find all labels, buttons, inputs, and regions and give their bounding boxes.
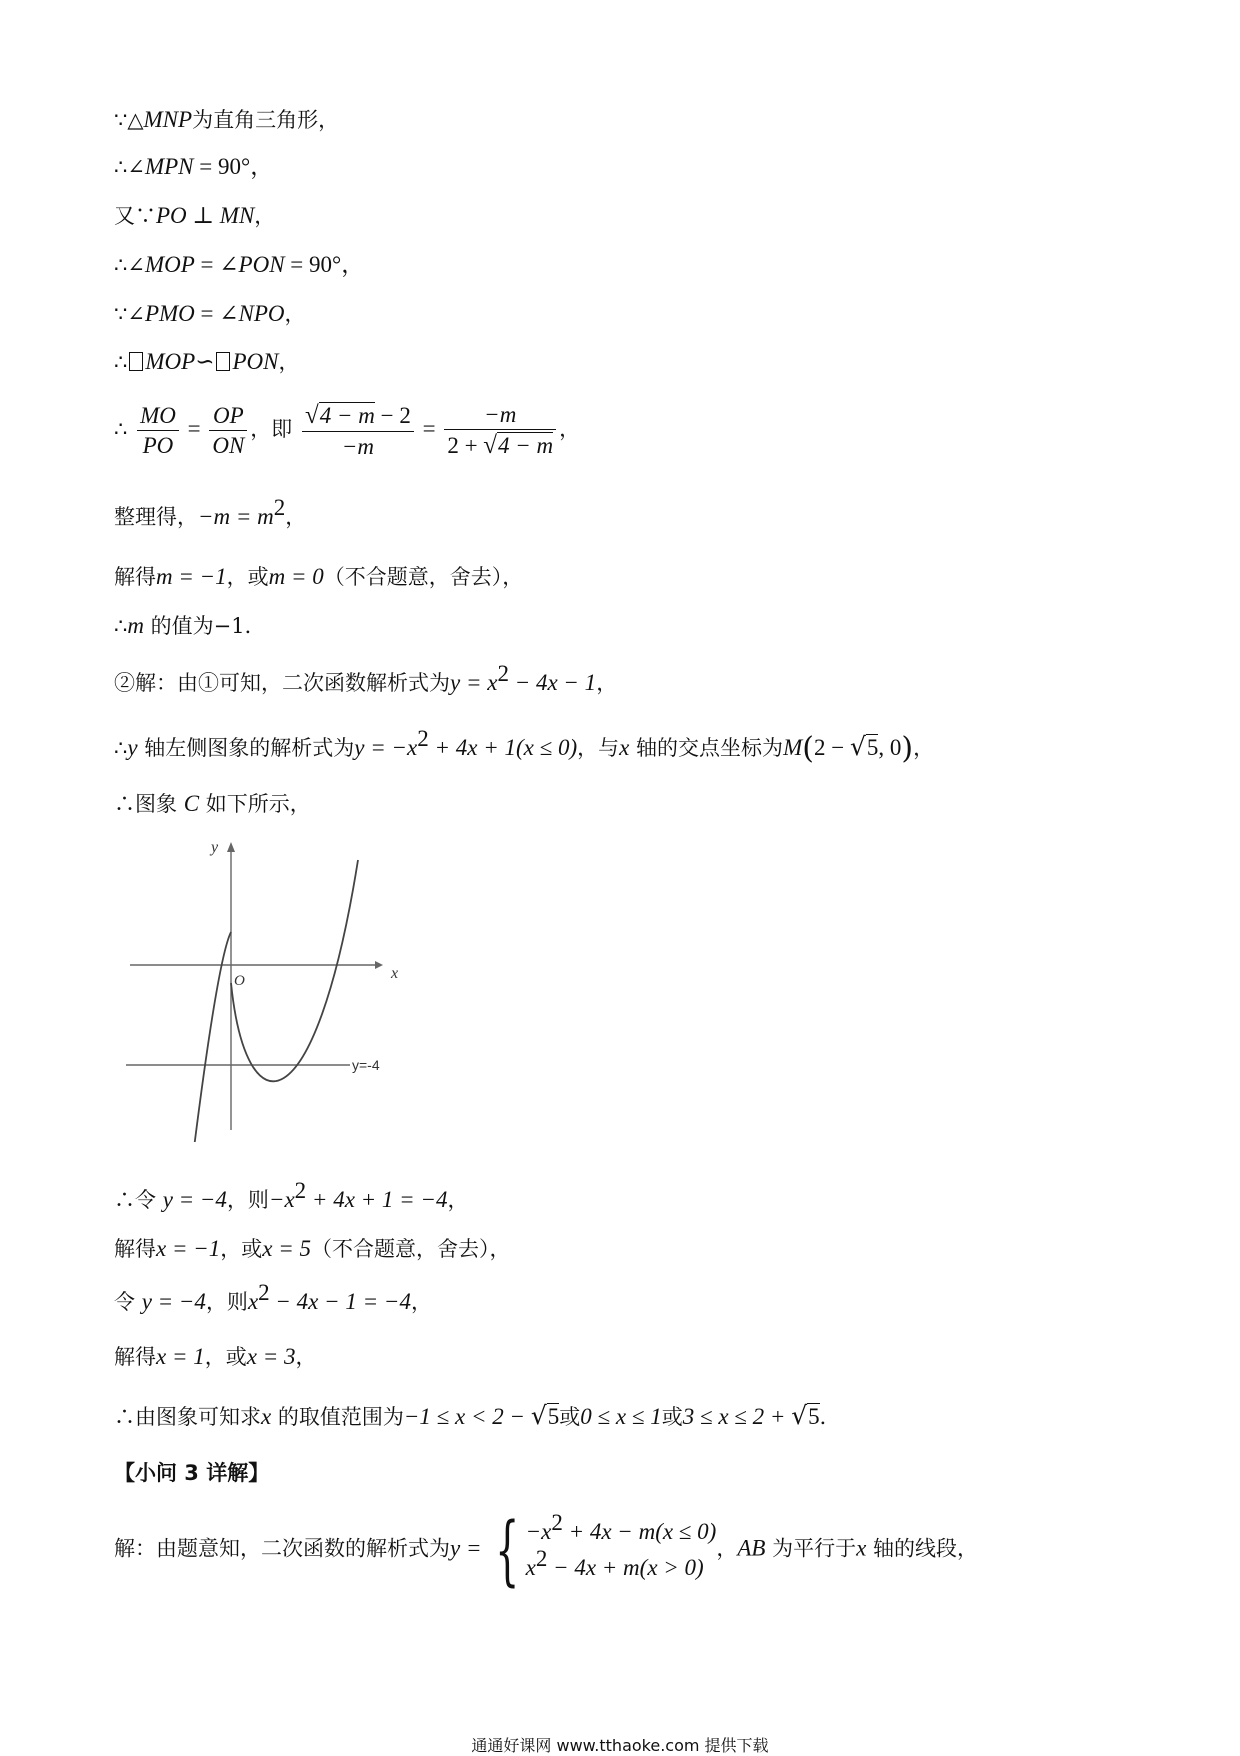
case-2 [525, 1546, 717, 1586]
math: y = −4 [141, 1289, 206, 1314]
math: y [127, 735, 138, 760]
math: x = 5 [262, 1236, 311, 1261]
text: 的值为−1． [144, 614, 266, 638]
numerator: −m [444, 403, 556, 430]
math: x = −1 [156, 1236, 221, 1261]
text: 又∵ [114, 204, 156, 228]
text: 解得 [114, 1237, 156, 1261]
footer: 通通好课网 www.tthaoke.com 提供下载 [471, 1736, 769, 1755]
text: ， [284, 302, 306, 326]
math: m = 0 [268, 564, 324, 589]
math: x = 1 [156, 1344, 205, 1369]
line-16 [114, 1280, 432, 1314]
math: + 4x + 1 [428, 735, 516, 760]
math: = ∠ [194, 252, 239, 277]
math: MNP [143, 107, 193, 132]
x-axis-arrow-icon [375, 961, 383, 969]
fraction [444, 403, 556, 458]
line-1 [114, 108, 339, 131]
text: 轴的交点坐标为 [629, 736, 784, 760]
line-12 [114, 726, 935, 766]
denominator: PO [142, 433, 174, 458]
right-branch-curve [231, 860, 358, 1081]
math: C [183, 791, 200, 816]
text: ∴ [114, 417, 128, 441]
radicand: 5 [866, 735, 879, 760]
text: 为直角三角形， [192, 108, 340, 132]
text: ， [295, 1345, 317, 1369]
math: −x [525, 1519, 552, 1545]
piecewise-cases [525, 1510, 717, 1585]
line-6 [114, 350, 299, 373]
math: (x ≤ 0) [516, 735, 578, 760]
text: 如下所示， [199, 792, 311, 816]
denominator: −m [341, 434, 374, 459]
line-17 [114, 1345, 316, 1368]
superscript: 2 [497, 661, 509, 686]
math: (x > 0) [639, 1555, 704, 1580]
fraction [137, 404, 179, 457]
text: 解得 [114, 1345, 156, 1369]
math: x [525, 1555, 536, 1580]
text: 的取值范围为 [271, 1405, 404, 1429]
line-20 [114, 1505, 979, 1594]
radical-icon: √ [849, 732, 866, 761]
text: ， [913, 736, 935, 760]
math: m [127, 613, 144, 638]
text: ∴ [114, 614, 128, 638]
math: −x [268, 1187, 295, 1212]
math: y = −x [354, 735, 418, 760]
text: ， [285, 505, 307, 529]
line-2 [114, 155, 273, 178]
line-4 [114, 253, 364, 276]
denominator [444, 430, 556, 458]
math: y = x [450, 670, 498, 695]
numerator: MO [137, 404, 179, 431]
math: y = [450, 1535, 488, 1561]
math: x [247, 1289, 259, 1314]
text: ， [596, 671, 618, 695]
math: y = −4 [162, 1187, 227, 1212]
radical-icon: √ [791, 1401, 808, 1430]
text: （不合题意，舍去）， [310, 1237, 511, 1261]
line-9 [114, 565, 523, 588]
radical-icon: √ [483, 432, 498, 459]
text: 轴左侧图象的解析式为 [137, 736, 355, 760]
math: MOP [144, 252, 195, 277]
text: ，即 [250, 417, 293, 441]
paren-open-icon: ( [802, 731, 814, 766]
triangle-placeholder-icon [216, 352, 230, 371]
text: ， [278, 350, 300, 374]
line-13 [114, 792, 311, 815]
x-axis-label: x [391, 965, 399, 982]
text: ∴令 [114, 1188, 163, 1212]
superscript: 2 [294, 1178, 307, 1203]
text: ， [254, 204, 276, 228]
text: 解得 [114, 565, 156, 589]
math: x [856, 1535, 867, 1561]
text: ，或 [226, 565, 269, 589]
paren-close-icon: ) [901, 731, 914, 766]
radical-icon: √ [304, 402, 319, 429]
radicand: 5 [808, 1404, 820, 1429]
math: − 2 [374, 403, 411, 428]
line-18 [114, 1403, 841, 1428]
origin-label: O [234, 973, 245, 989]
math: x [619, 735, 630, 760]
text: ∴图象 [114, 792, 184, 816]
numerator [302, 403, 414, 432]
math: NPO [238, 301, 285, 326]
math: −1 ≤ x < 2 − [403, 1404, 531, 1429]
line-5 [114, 302, 306, 325]
text: ∴ [114, 350, 128, 374]
math: = ∠ [194, 301, 239, 326]
text: ，与 [577, 736, 620, 760]
text: ∴∠ [114, 253, 145, 277]
text: 或 [661, 1405, 683, 1429]
text: ， [716, 1536, 738, 1561]
denominator: ON [212, 433, 245, 458]
text: 令 [114, 1290, 142, 1314]
math: x = 3 [246, 1344, 296, 1369]
text: ，则 [226, 1188, 269, 1212]
left-branch-curve [194, 932, 231, 1142]
text: ， [410, 1290, 432, 1314]
math: 2 − [813, 735, 850, 760]
section-heading: 【小问 3 详解】 [114, 1461, 270, 1485]
math: 3 ≤ x ≤ 2 + [682, 1404, 792, 1429]
superscript: 2 [417, 726, 429, 751]
math: + 4x + 1 = −4 [306, 1187, 448, 1212]
math: − 4x + m [547, 1555, 640, 1580]
case-1 [525, 1510, 717, 1550]
line-10 [114, 614, 266, 637]
math: + 4x − m [562, 1519, 656, 1545]
y-axis-arrow-icon [227, 842, 235, 852]
radicand: 5 [547, 1404, 560, 1429]
numerator: OP [209, 404, 247, 431]
math: x [261, 1404, 272, 1429]
math: ∽ [195, 349, 215, 374]
math: (x ≤ 0) [655, 1519, 717, 1545]
text: ， [447, 1188, 469, 1212]
math: 0 ≤ x ≤ 1 [580, 1404, 662, 1429]
text: ，或 [220, 1237, 263, 1261]
text: 解：由题意知，二次函数的解析式为 [114, 1536, 450, 1561]
math: PO ⊥ MN [156, 203, 255, 228]
math: , 0 [878, 735, 902, 760]
math: −m = m [198, 504, 274, 529]
triangle-placeholder-icon [129, 352, 143, 371]
line-3 [114, 204, 275, 227]
text: （不合题意，舍去）， [323, 565, 524, 589]
text: ， [559, 417, 581, 441]
math: MPN [144, 154, 194, 179]
text: ∵△ [114, 108, 144, 132]
math: PON [238, 252, 285, 277]
line-label: y=-4 [352, 1057, 380, 1073]
math: M [783, 735, 803, 760]
math: = 90°， [193, 154, 274, 179]
math: MOP [145, 349, 196, 374]
text: 整理得， [114, 505, 198, 529]
math: 2 + [447, 433, 484, 458]
left-brace-icon: { [495, 1505, 520, 1594]
text: ，或 [204, 1345, 247, 1369]
text: 轴的线段， [866, 1536, 979, 1561]
math: − 4x − 1 [508, 670, 597, 695]
math: = [416, 416, 442, 441]
math: = [181, 416, 207, 441]
superscript: 2 [273, 495, 286, 520]
y-axis-label: y [211, 839, 219, 856]
radicand: 4 − m [319, 403, 375, 428]
text: 或 [559, 1405, 581, 1429]
line-14 [114, 1178, 469, 1212]
superscript: 2 [258, 1280, 270, 1305]
math: PON [232, 349, 279, 374]
text: ∵∠ [114, 302, 145, 326]
superscript: 2 [535, 1546, 548, 1571]
text: ∴ [114, 736, 128, 760]
text: 为平行于 [765, 1536, 857, 1561]
text: ∴∠ [114, 155, 145, 179]
line-11 [114, 661, 618, 695]
math: = 90°， [284, 252, 365, 277]
math: m = −1 [156, 564, 227, 589]
line-7 [114, 403, 580, 458]
fraction [302, 403, 414, 458]
line-15 [114, 1237, 510, 1260]
math: AB [737, 1535, 766, 1561]
text: ②解：由①可知，二次函数解析式为 [114, 671, 450, 695]
superscript: 2 [551, 1510, 563, 1536]
radicand: 4 − m [498, 433, 554, 458]
function-graph [110, 830, 410, 1142]
math: PMO [144, 301, 195, 326]
fraction [209, 404, 247, 457]
line-8 [114, 495, 307, 529]
text: ∴由图象可知求 [114, 1405, 261, 1429]
text: ． [819, 1405, 841, 1429]
radical-icon: √ [530, 1401, 547, 1430]
text: ，则 [205, 1290, 248, 1314]
math: − 4x − 1 = −4 [269, 1289, 411, 1314]
